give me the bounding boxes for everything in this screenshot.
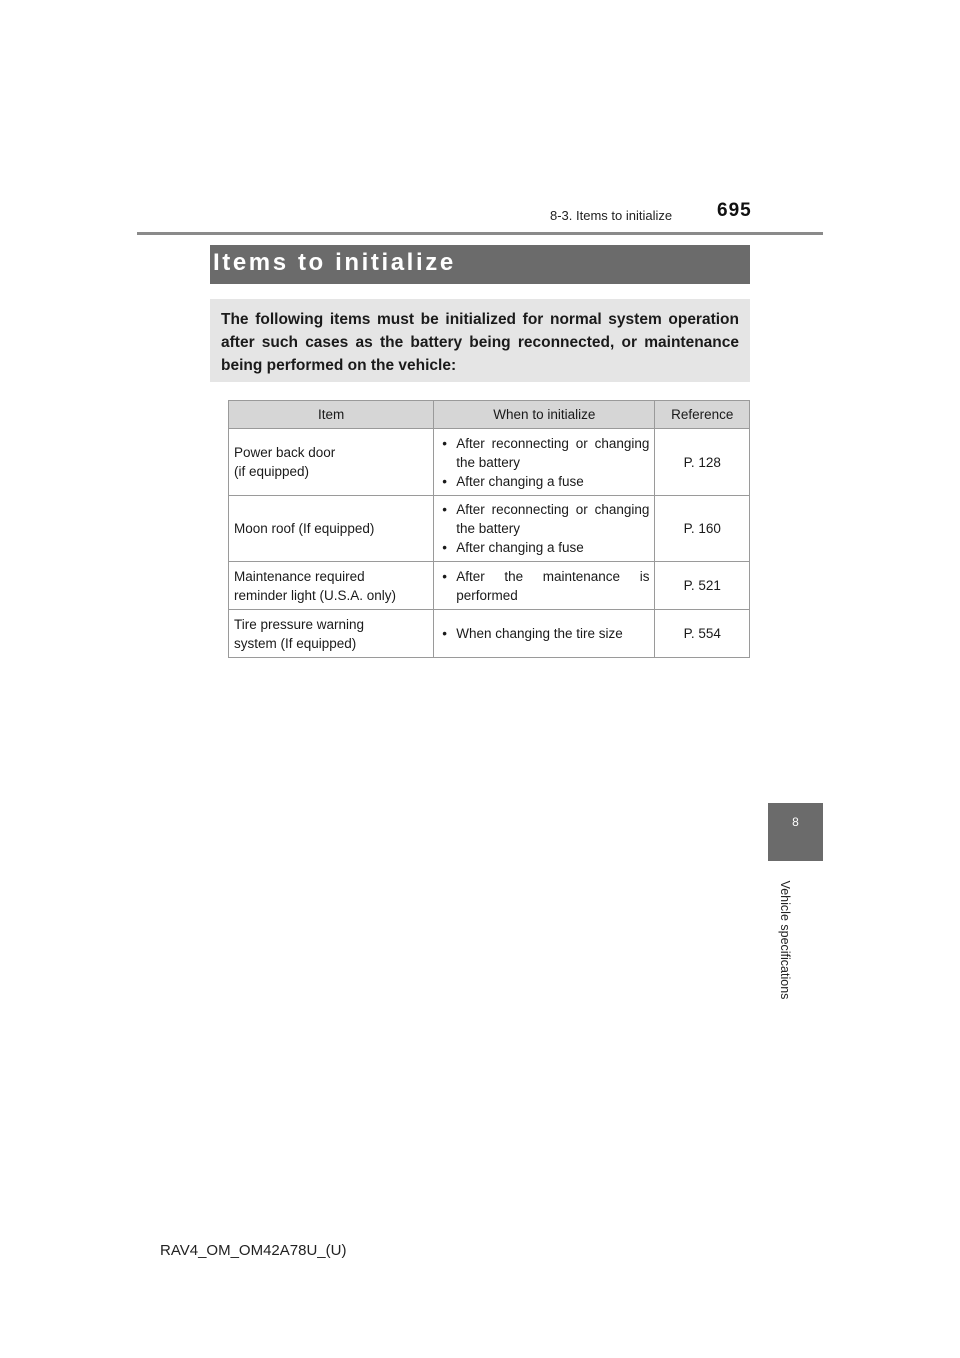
- chapter-label-wrap: [735, 870, 835, 1010]
- column-header-when: When to initialize: [434, 401, 655, 429]
- item-line: system (If equipped): [234, 635, 357, 651]
- intro-text: The following items must be initialized for normal system operation after such cases as the battery being reconnected, or maintenance being performed on the vehicle:: [221, 311, 739, 374]
- item-cell: [229, 496, 434, 562]
- table-header-row: [229, 401, 750, 429]
- item-line: reminder light (U.S.A. only): [234, 587, 397, 603]
- table-row: [229, 429, 750, 496]
- item-line: (if equipped): [234, 464, 310, 479]
- when-bullet: • After reconnecting or changing the battery: [439, 434, 649, 472]
- header-rule: [137, 232, 823, 235]
- when-bullet: • After reconnecting or changing the battery: [439, 500, 649, 538]
- column-header-item: Item: [229, 401, 434, 429]
- when-cell: [434, 610, 655, 658]
- when-bullet: • After changing a fuse: [439, 538, 649, 557]
- item-line: Moon roof (If equipped): [234, 521, 375, 536]
- chapter-label: Vehicle specifications: [778, 880, 792, 1000]
- item-line: Power back door: [234, 445, 336, 460]
- when-cell: [434, 496, 655, 562]
- when-bullet: • When changing the tire size: [439, 624, 649, 643]
- reference-cell: P. 128: [655, 429, 750, 496]
- item-line: Tire pressure warning: [234, 616, 365, 632]
- when-cell: [434, 429, 655, 496]
- chapter-number: 8: [792, 815, 799, 829]
- page-title: Items to initialize: [213, 249, 456, 276]
- table-row: [229, 610, 750, 658]
- chapter-tab: [768, 803, 823, 861]
- initialize-table: [228, 400, 750, 658]
- header-section-title: 8-3. Items to initialize: [550, 208, 673, 223]
- footer-code: RAV4_OM_OM42A78U_(U): [160, 1242, 347, 1259]
- when-bullet: • After the maintenance is performed: [439, 567, 649, 605]
- table-row: [229, 496, 750, 562]
- column-header-reference: Reference: [655, 401, 750, 429]
- item-cell: [229, 429, 434, 496]
- when-bullet: • After changing a fuse: [439, 472, 649, 491]
- item-cell: [229, 610, 434, 658]
- when-cell: [434, 562, 655, 610]
- reference-cell: P. 521: [655, 562, 750, 610]
- table-row: [229, 562, 750, 610]
- item-cell: [229, 562, 434, 610]
- intro-box: [210, 299, 750, 382]
- item-line: Maintenance required: [234, 568, 365, 584]
- reference-cell: P. 554: [655, 610, 750, 658]
- page-number: 695: [717, 200, 752, 221]
- reference-cell: P. 160: [655, 496, 750, 562]
